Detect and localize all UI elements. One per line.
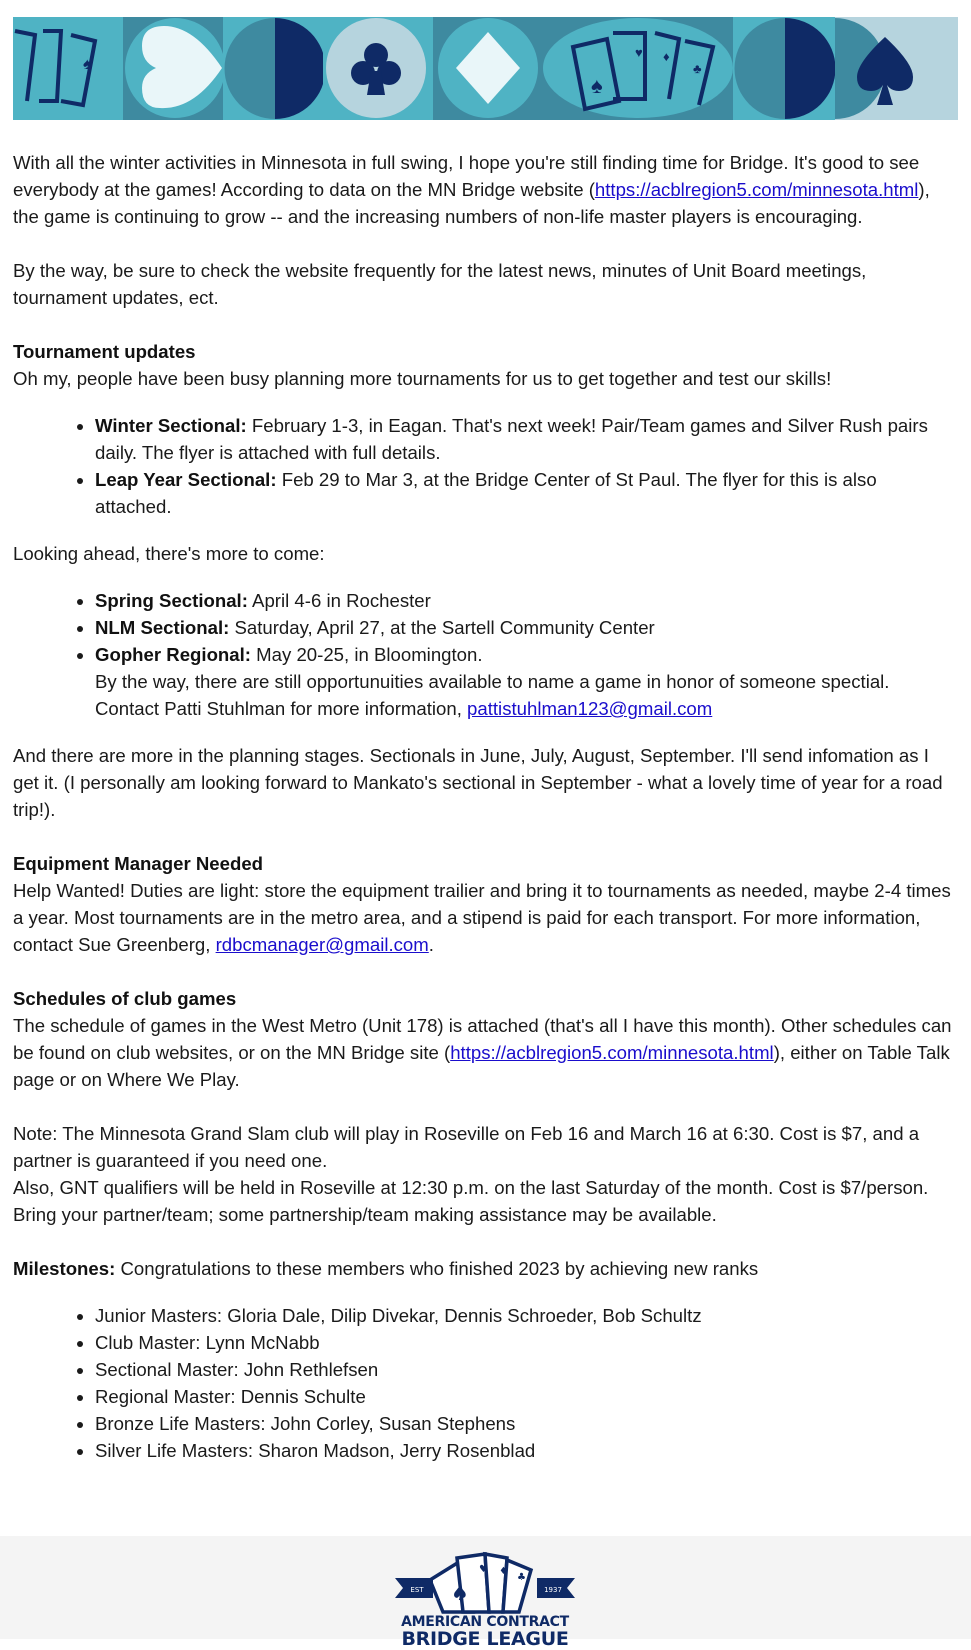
tournament-updates-heading: Tournament updates xyxy=(13,341,196,362)
list-item: • Regional Master: Dennis Schulte xyxy=(95,1383,958,1410)
header-banner xyxy=(13,17,958,120)
acbl-cards-logo-icon xyxy=(385,1550,585,1614)
spade-icon xyxy=(835,17,958,120)
diamond-icon xyxy=(433,17,543,120)
list-item: • NLM Sectional: Saturday, April 27, at the Sartell Community Center xyxy=(95,614,958,641)
club-icon xyxy=(323,17,433,120)
svg-text:♥: ♥ xyxy=(479,1564,488,1575)
acbl-logo xyxy=(385,1550,585,1650)
list-item: • Spring Sectional: April 4-6 in Rochester xyxy=(95,587,958,614)
sue-email-link[interactable]: rdbcmanager@gmail.com xyxy=(215,934,429,955)
list-item: • Club Master: Lynn McNabb xyxy=(95,1329,958,1356)
banner-graphic xyxy=(13,17,958,120)
svg-text:♠: ♠ xyxy=(83,56,92,73)
logo-line-1: AMERICAN CONTRACT xyxy=(401,1614,569,1630)
intro-paragraph xyxy=(13,149,958,230)
schedules-heading: Schedules of club games xyxy=(13,988,237,1009)
list-item: • Leap Year Sectional: Feb 29 to Mar 3, at the Bridge Center of St Paul. The flyer for this is also attached. xyxy=(95,466,958,520)
logo-badge-right: 1937 xyxy=(544,1586,562,1594)
heart-icon xyxy=(123,17,225,120)
looking-ahead-text: Looking ahead, there's more to come: xyxy=(13,543,325,564)
equipment-paragraph: Help Wanted! Duties are light: store the equipment trailier and bring it to tournaments as needed, maybe 2-4 times a year. Most tournaments are in the metro area, and a stipend is paid for each transport. For more information, contact Sue Greenberg, rdbcmanager@gmail.com. xyxy=(13,880,951,955)
list-item: • Bronze Life Masters: John Corley, Susan Stephens xyxy=(95,1410,958,1437)
grand-slam-note: Note: The Minnesota Grand Slam club will play in Roseville on Feb 16 and March 16 at 6:30. Cost is $7, and a partner is guaranteed if you need one. xyxy=(13,1123,920,1171)
svg-text:♣: ♣ xyxy=(693,61,702,76)
svg-text:♦: ♦ xyxy=(663,49,670,64)
cards-fan-icon xyxy=(13,17,123,120)
newsletter-body xyxy=(13,149,958,1464)
mn-bridge-site-link[interactable]: https://acblregion5.com/minnesota.html xyxy=(450,1042,774,1063)
cards-fan-icon xyxy=(543,17,733,120)
list-item: • Winter Sectional: February 1-3, in Eagan. That's next week! Pair/Team games and Silver Rush pairs daily. The flyer is attached with full details. xyxy=(95,412,958,466)
schedules-paragraph: The schedule of games in the West Metro (Unit 178) is attached (that's all I have this month). Other schedules can be found on club websites, or on the MN Bridge site (https://acblregion5.com/minnesota.html), either on Table Talk page or on Where We Play. xyxy=(13,1015,952,1090)
logo-badge-left: EST xyxy=(410,1586,424,1594)
logo-line-2: BRIDGE LEAGUE xyxy=(401,1628,569,1650)
svg-text:♦: ♦ xyxy=(499,1566,508,1577)
list-item: • Sectional Master: John Rethlefsen xyxy=(95,1356,958,1383)
patti-email-link[interactable]: pattistuhlman123@gmail.com xyxy=(467,698,713,719)
svg-text:♥: ♥ xyxy=(635,45,643,60)
svg-text:♣: ♣ xyxy=(517,1572,526,1583)
intro-text: With all the winter activities in Minnesota in full swing, I hope you're still finding time for Bridge. It's good to see everybody at the games! According to data on the MN Bridge website ( xyxy=(13,152,920,200)
website-reminder-paragraph: By the way, be sure to check the website frequently for the latest news, minutes of Unit Board meetings, tournament updates, ect. xyxy=(13,260,867,308)
svg-text:♠: ♠ xyxy=(591,73,603,98)
equipment-heading: Equipment Manager Needed xyxy=(13,853,264,874)
milestones-intro: Milestones: Congratulations to these members who finished 2023 by achieving new ranks xyxy=(13,1258,759,1279)
milestones-list xyxy=(13,1302,958,1464)
banner-half-circles xyxy=(223,17,325,120)
mn-bridge-website-link[interactable]: https://acblregion5.com/minnesota.html xyxy=(594,179,919,200)
tournament-updates-intro: Oh my, people have been busy planning more tournaments for us to get together and test our skills! xyxy=(13,368,832,389)
current-tournaments-list xyxy=(13,412,958,520)
gnt-note: Also, GNT qualifiers will be held in Roseville at 12:30 p.m. on the last Saturday of the month. Cost is $7/person. Bring your partner/team; some partnership/team making assistance may be available. xyxy=(13,1177,929,1225)
svg-text:♠: ♠ xyxy=(451,1581,469,1605)
banner-half-dark xyxy=(733,17,843,120)
upcoming-tournaments-list xyxy=(13,587,958,722)
list-item: • Gopher Regional: May 20-25, in Bloomington. By the way, there are still opportunuities available to name a game in honor of someone spectial. Contact Patti Stuhlman for more information, pattistuhlman123@gmail.com xyxy=(95,641,958,722)
intro-text-end: ), the game is continuing to grow -- and the increasing numbers of non-life master players is encouraging. xyxy=(13,179,930,227)
footer xyxy=(0,1536,971,1650)
planning-stages-paragraph: And there are more in the planning stages. Sectionals in June, July, August, September. I'll send infomation as I get it. (I personally am looking forward to Mankato's sectional in September - what a lovely time of year for a road trip!). xyxy=(13,745,943,820)
list-item: • Junior Masters: Gloria Dale, Dilip Divekar, Dennis Schroeder, Bob Schultz xyxy=(95,1302,958,1329)
list-item: • Silver Life Masters: Sharon Madson, Jerry Rosenblad xyxy=(95,1437,958,1464)
